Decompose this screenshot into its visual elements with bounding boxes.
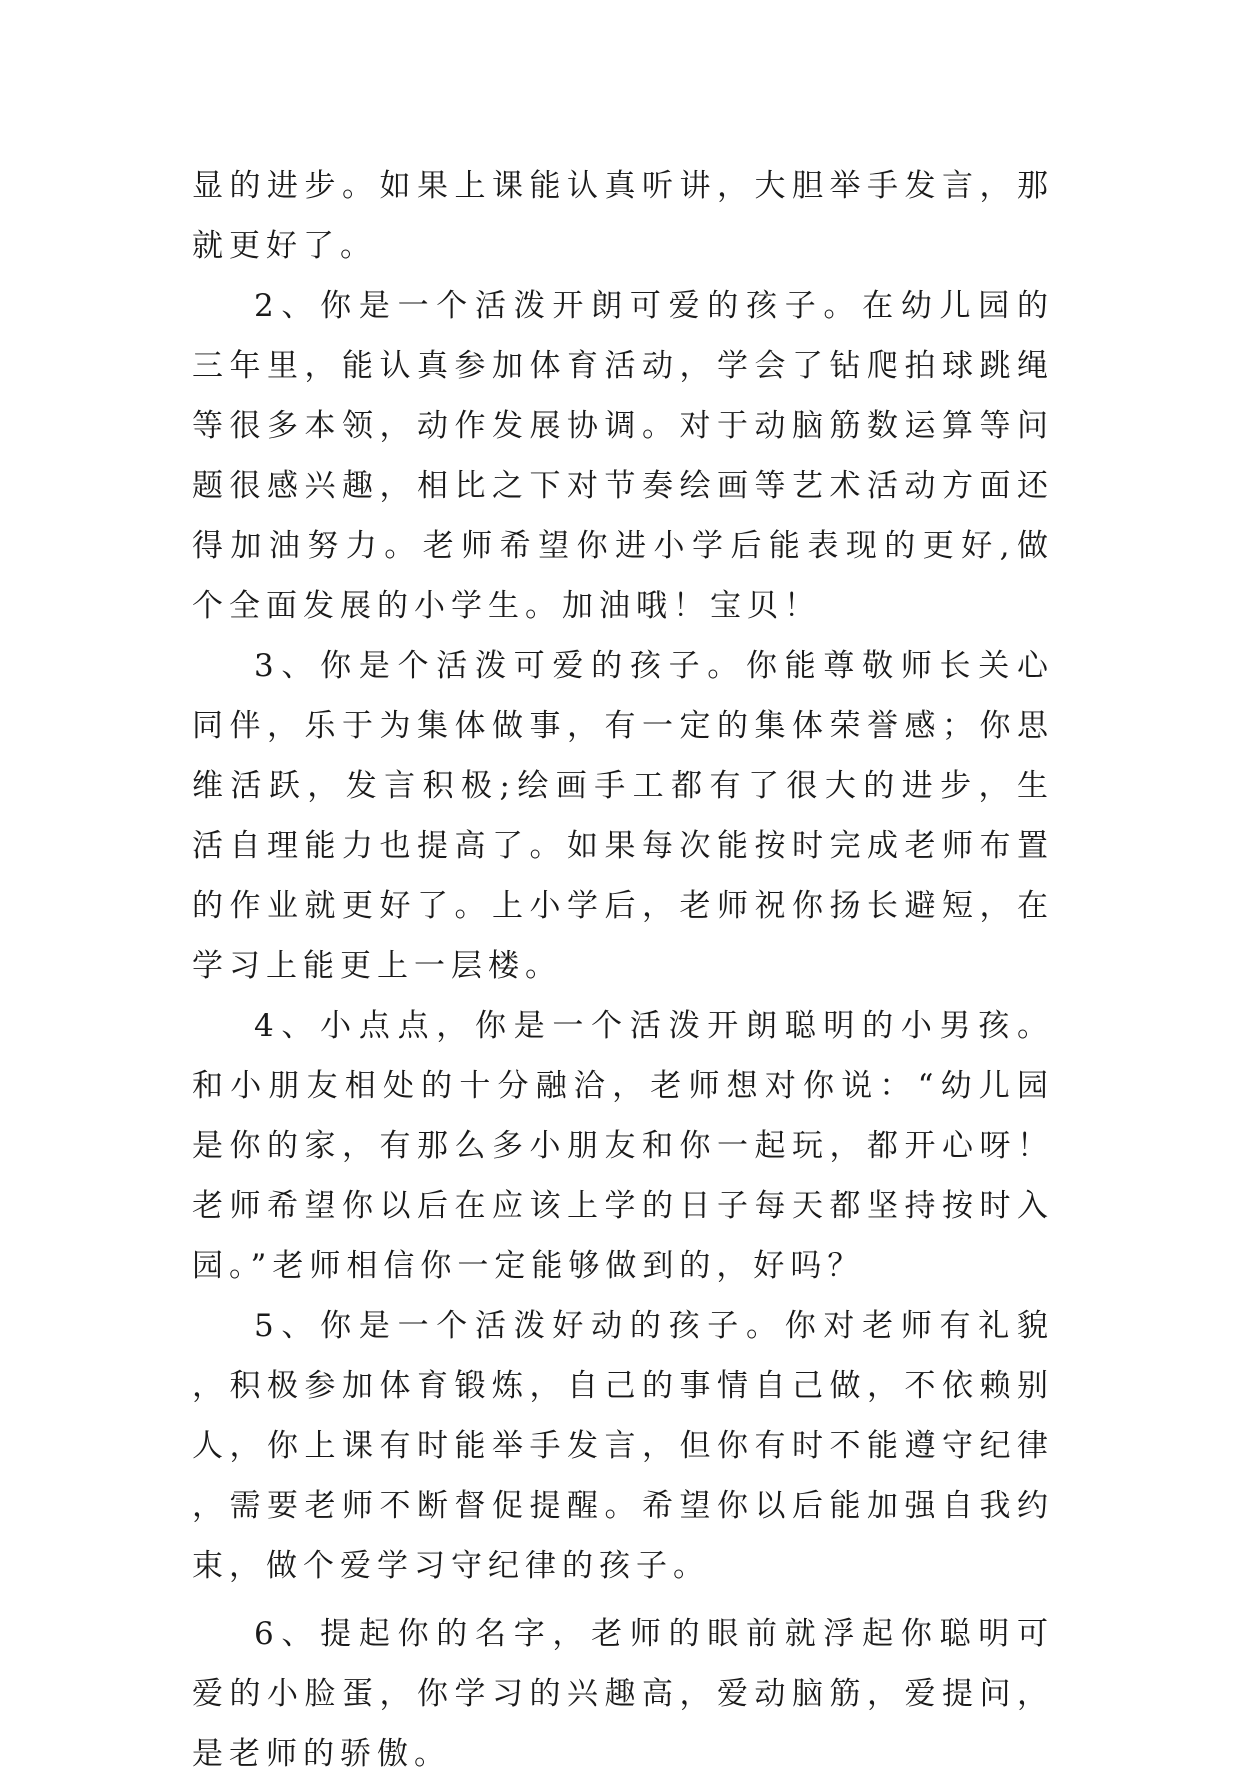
paragraph-1-continued: 显的进步。如果上课能认真听讲，大胆举手发言，那就更好了。 xyxy=(192,168,1054,264)
paragraph-5: 5、你是一个活泼好动的孩子。你对老师有礼貌，积极参加体育锻炼，自己的事情自己做，不依赖别人，你上课有时能举手发言，但你有时不能遵守纪律，需要老师不断督促提醒。希望你以后能加强自我约束，做个爱学习守纪律的孩子。 xyxy=(192,1308,1054,1584)
paragraph-2: 2、你是一个活泼开朗可爱的孩子。在幼儿园的三年里，能认真参加体育活动，学会了钻爬拍球跳绳等很多本领，动作发展协调。对于动脑筋数运算等问题很感兴趣，相比之下对节奏绘画等艺术活动方面还得加油努力。老师希望你进小学后能表现的更好,做个全面发展的小学生。加油哦！宝贝！ xyxy=(192,288,1054,624)
paragraph-6: 6、提起你的名字，老师的眼前就浮起你聪明可爱的小脸蛋，你学习的兴趣高，爱动脑筋，爱提问，是老师的骄傲。 xyxy=(192,1616,1054,1772)
paragraph-3: 3、你是个活泼可爱的孩子。你能尊敬师长关心同伴，乐于为集体做事，有一定的集体荣誉感；你思维活跃，发言积极;绘画手工都有了很大的进步，生活自理能力也提高了。如果每次能按时完成老师布置的作业就更好了。上小学后，老师祝你扬长避短，在学习上能更上一层楼。 xyxy=(192,648,1054,984)
document-body xyxy=(192,156,1054,1784)
paragraph-4: 4、小点点，你是一个活泼开朗聪明的小男孩。和小朋友相处的十分融洽，老师想对你说：“幼儿园是你的家，有那么多小朋友和你一起玩，都开心呀！老师希望你以后在应该上学的日子每天都坚持按时入园。”老师相信你一定能够做到的，好吗？ xyxy=(192,1008,1054,1284)
